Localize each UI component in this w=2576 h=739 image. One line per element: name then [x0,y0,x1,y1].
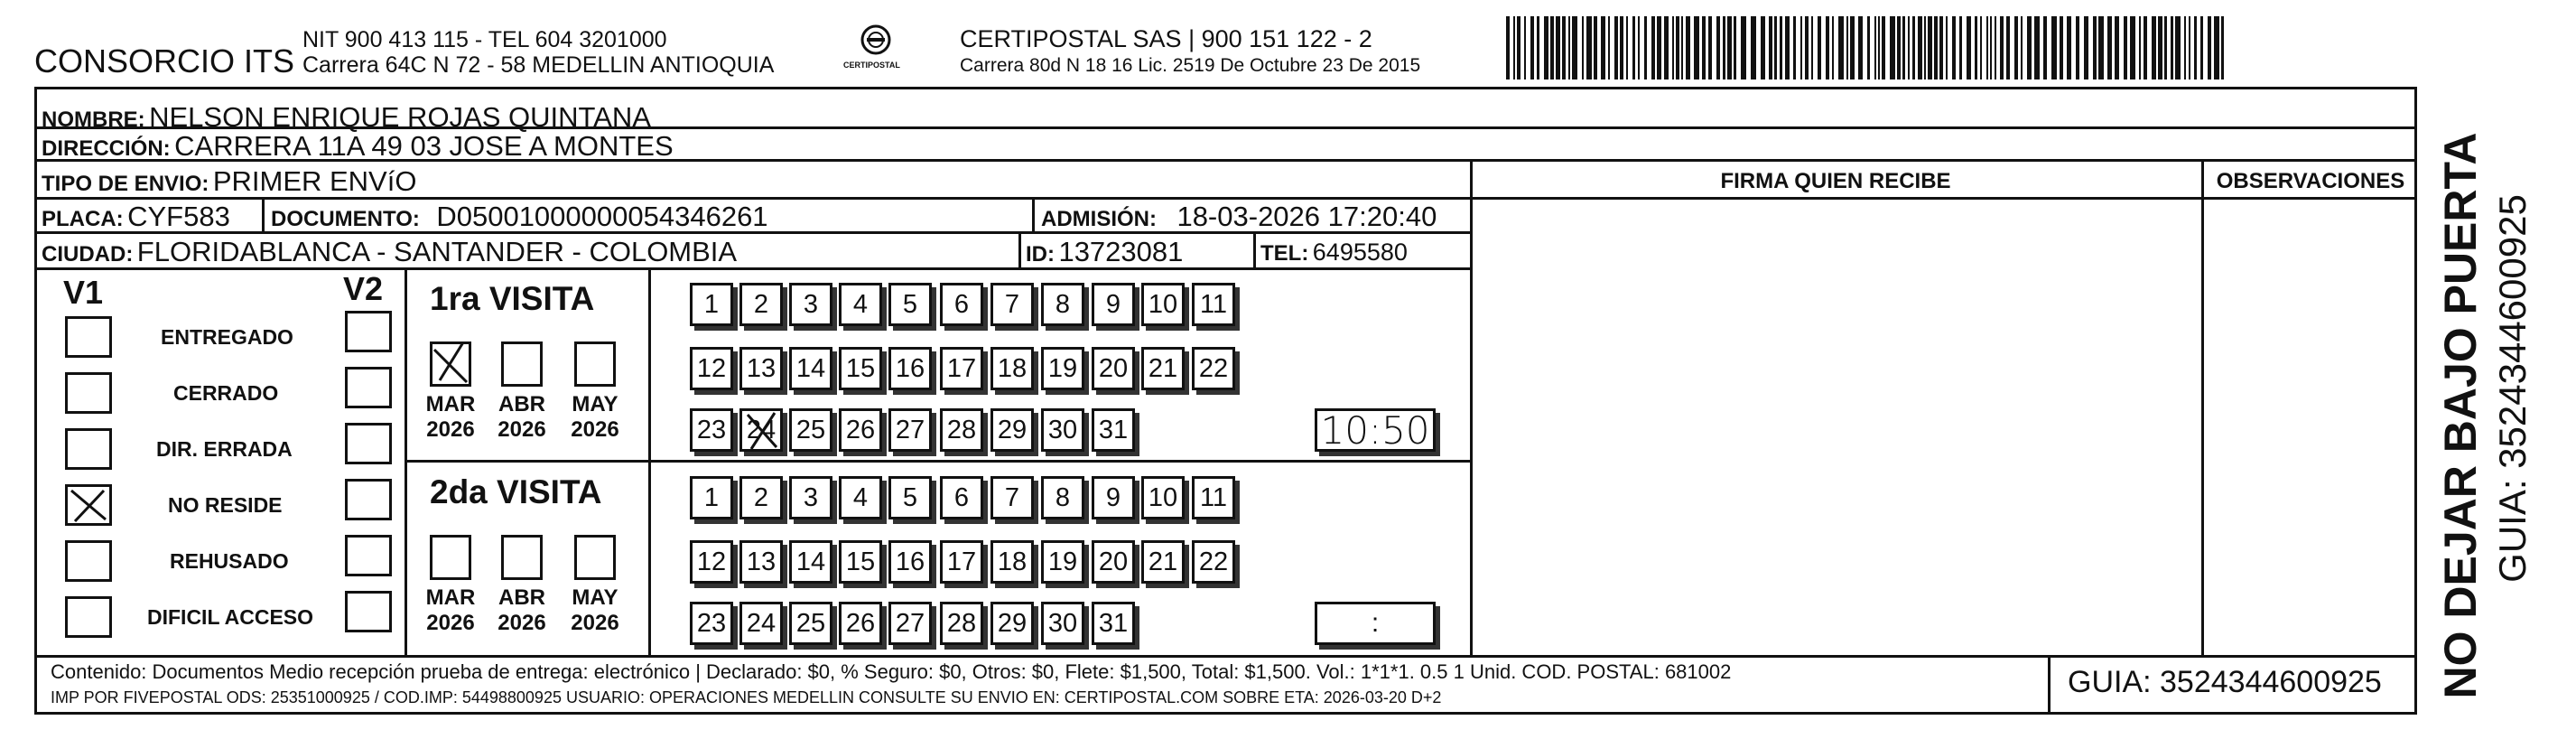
v2-checkbox[interactable] [345,535,392,576]
day-cell[interactable]: 22 [1192,347,1235,390]
day-cell[interactable]: 23 [690,408,733,452]
placa-label: PLACA: [42,207,124,231]
day-cell[interactable]: 12 [690,540,733,584]
footer-guia: GUIA: 3524344600925 [2068,665,2382,699]
day-cell[interactable]: 29 [990,408,1034,452]
day-cell[interactable]: 18 [990,347,1034,390]
visit-title: 1ra VISITA [430,280,595,317]
day-cell[interactable]: 1 [690,283,733,326]
day-cell[interactable]: 2 [739,283,783,326]
month-checkbox[interactable] [501,535,543,580]
direccion-value: CARRERA 11A 49 03 JOSE A MONTES [174,130,674,162]
month-label: MAY 2026 [571,585,619,635]
certipostal-logo [840,22,912,76]
visit-time[interactable]: 10:50 [1315,408,1436,452]
v2-header: V2 [343,270,384,307]
month-label: MAR 2026 [425,392,476,442]
month-checkbox[interactable] [501,341,543,387]
direccion-label: DIRECCIÓN: [42,136,171,161]
day-cell[interactable]: 6 [940,283,983,326]
status-option-label: NO RESIDE [168,493,283,517]
firma-area[interactable] [1473,200,2201,655]
v2-checkbox[interactable] [345,479,392,520]
documento-label: DOCUMENTO: [271,207,420,231]
nombre-value: NELSON ENRIQUE ROJAS QUINTANA [149,101,651,133]
day-cell[interactable]: 8 [1041,476,1084,519]
id-value: 13723081 [1058,236,1184,267]
observaciones-header: OBSERVACIONES [2216,169,2405,193]
barcode [1506,16,2228,80]
admision-label: ADMISIÓN: [1041,207,1157,231]
day-cell[interactable]: 4 [839,283,882,326]
day-cell[interactable]: 6 [940,476,983,519]
day-cell[interactable]: 12 [690,347,733,390]
tipo-envio-label: TIPO DE ENVIO: [42,172,209,196]
day-cell[interactable]: 29 [990,602,1034,645]
v1-checkbox[interactable] [65,484,112,526]
carrier-address: Carrera 80d N 18 16 Lic. 2519 De Octubre 23 De 2015 [960,55,1421,76]
day-cell[interactable]: 7 [990,476,1034,519]
company-nit: NIT 900 413 115 - TEL 604 3201000 [302,27,667,52]
day-cell[interactable]: 16 [888,347,932,390]
v1-header: V1 [63,274,104,311]
day-cell[interactable]: 25 [789,408,832,452]
day-cell[interactable]: 13 [739,540,783,584]
day-cell[interactable]: 8 [1041,283,1084,326]
company-name: CONSORCIO ITS [34,42,295,80]
day-cell[interactable]: 10 [1141,476,1185,519]
tel-label: TEL: [1260,241,1309,266]
v1-checkbox[interactable] [65,372,112,414]
day-cell[interactable]: 3 [789,476,832,519]
placa-value: CYF583 [127,201,230,232]
side-guia: GUIA: 3524344600925 [2491,194,2534,583]
day-cell[interactable]: 30 [1041,408,1084,452]
documento-value: D05001000000054346261 [436,201,768,232]
tel-value: 6495580 [1312,239,1408,266]
footer-contenido: Contenido: Documentos Medio recepción prueba de entrega: electrónico | Declarado: $0, % Seguro: $0, Otros: $0, Flete: $1,500, Total: $1,500. Vol.: 1*1*1. 0.5 1 Unid. COD. POSTAL: 681002 [51,660,1732,683]
day-cell[interactable]: 17 [940,540,983,584]
v2-checkbox[interactable] [345,591,392,632]
day-cell[interactable]: 30 [1041,602,1084,645]
day-cell[interactable]: 25 [789,602,832,645]
day-cell[interactable]: 2 [739,476,783,519]
day-cell[interactable]: 23 [690,602,733,645]
month-label: MAY 2026 [571,392,619,442]
day-cell[interactable]: 20 [1092,540,1135,584]
day-cell[interactable]: 26 [839,602,882,645]
day-cell[interactable]: 18 [990,540,1034,584]
v2-checkbox[interactable] [345,423,392,464]
month-checkbox[interactable] [574,341,616,387]
day-cell[interactable]: 4 [839,476,882,519]
v1-checkbox[interactable] [65,316,112,358]
day-cell[interactable]: 31 [1092,408,1135,452]
v2-checkbox[interactable] [345,311,392,352]
day-cell[interactable]: 31 [1092,602,1135,645]
day-cell[interactable]: 19 [1041,540,1084,584]
day-cell[interactable]: 24 [739,408,783,452]
company-address: Carrera 64C N 72 - 58 MEDELLIN ANTIOQUIA [302,52,775,78]
visit-time[interactable]: : [1315,602,1436,645]
day-cell[interactable]: 13 [739,347,783,390]
v1-checkbox[interactable] [65,428,112,470]
firma-header: FIRMA QUIEN RECIBE [1720,169,1951,193]
tipo-envio-value: PRIMER ENVíO [212,165,417,197]
logo-caption: CERTIPOSTAL [843,61,900,70]
v1-checkbox[interactable] [65,596,112,638]
day-cell[interactable]: 5 [888,283,932,326]
day-cell[interactable]: 24 [739,602,783,645]
v1-checkbox[interactable] [65,540,112,582]
day-cell[interactable]: 3 [789,283,832,326]
observaciones-area[interactable] [2204,200,2417,655]
day-cell[interactable]: 14 [789,347,832,390]
day-cell[interactable]: 11 [1192,283,1235,326]
day-cell[interactable]: 20 [1092,347,1135,390]
status-option-label: ENTREGADO [161,325,293,349]
id-label: ID: [1026,242,1055,267]
carrier-name: CERTIPOSTAL SAS | 900 151 122 - 2 [960,25,1372,52]
ciudad-label: CIUDAD: [42,242,134,267]
day-cell[interactable]: 27 [888,408,932,452]
month-checkbox[interactable] [574,535,616,580]
day-cell[interactable]: 5 [888,476,932,519]
day-cell[interactable]: 19 [1041,347,1084,390]
month-label: MAR 2026 [425,585,476,635]
day-cell[interactable]: 26 [839,408,882,452]
nombre-label: NOMBRE: [42,108,145,132]
day-cell[interactable]: 27 [888,602,932,645]
day-cell[interactable]: 9 [1092,476,1135,519]
month-checkbox[interactable] [430,535,471,580]
day-cell[interactable]: 21 [1141,540,1185,584]
month-label: ABR 2026 [498,585,546,635]
day-cell[interactable]: 16 [888,540,932,584]
day-cell[interactable]: 10 [1141,283,1185,326]
visit-title: 2da VISITA [430,473,602,510]
status-option-label: DIFICIL ACCESO [147,605,314,629]
ciudad-value: FLORIDABLANCA - SANTANDER - COLOMBIA [136,236,738,267]
footer-imp: IMP POR FIVEPOSTAL ODS: 25351000925 / COD.IMP: 54498800925 USUARIO: OPERACIONES MEDELLIN CONSULTE SU ENVIO EN: CERTIPOSTAL.COM SOBRE ETA: 2026-03-20 D+2 [51,688,1442,706]
day-cell[interactable]: 28 [940,602,983,645]
day-cell[interactable]: 22 [1192,540,1235,584]
status-option-label: REHUSADO [170,549,289,573]
no-dejar-bajo-puerta: NO DEJAR BAJO PUERTA [2435,132,2486,699]
day-cell[interactable]: 15 [839,347,882,390]
status-option-label: CERRADO [173,381,279,405]
day-cell[interactable]: 21 [1141,347,1185,390]
day-cell[interactable]: 28 [940,408,983,452]
month-checkbox[interactable] [430,341,471,387]
month-label: ABR 2026 [498,392,546,442]
day-cell[interactable]: 17 [940,347,983,390]
v2-checkbox[interactable] [345,367,392,408]
day-cell[interactable]: 15 [839,540,882,584]
day-cell[interactable]: 1 [690,476,733,519]
day-cell[interactable]: 14 [789,540,832,584]
day-cell[interactable]: 7 [990,283,1034,326]
day-cell[interactable]: 11 [1192,476,1235,519]
day-cell[interactable]: 9 [1092,283,1135,326]
admision-value: 18-03-2026 17:20:40 [1176,201,1437,232]
status-option-label: DIR. ERRADA [156,437,293,461]
